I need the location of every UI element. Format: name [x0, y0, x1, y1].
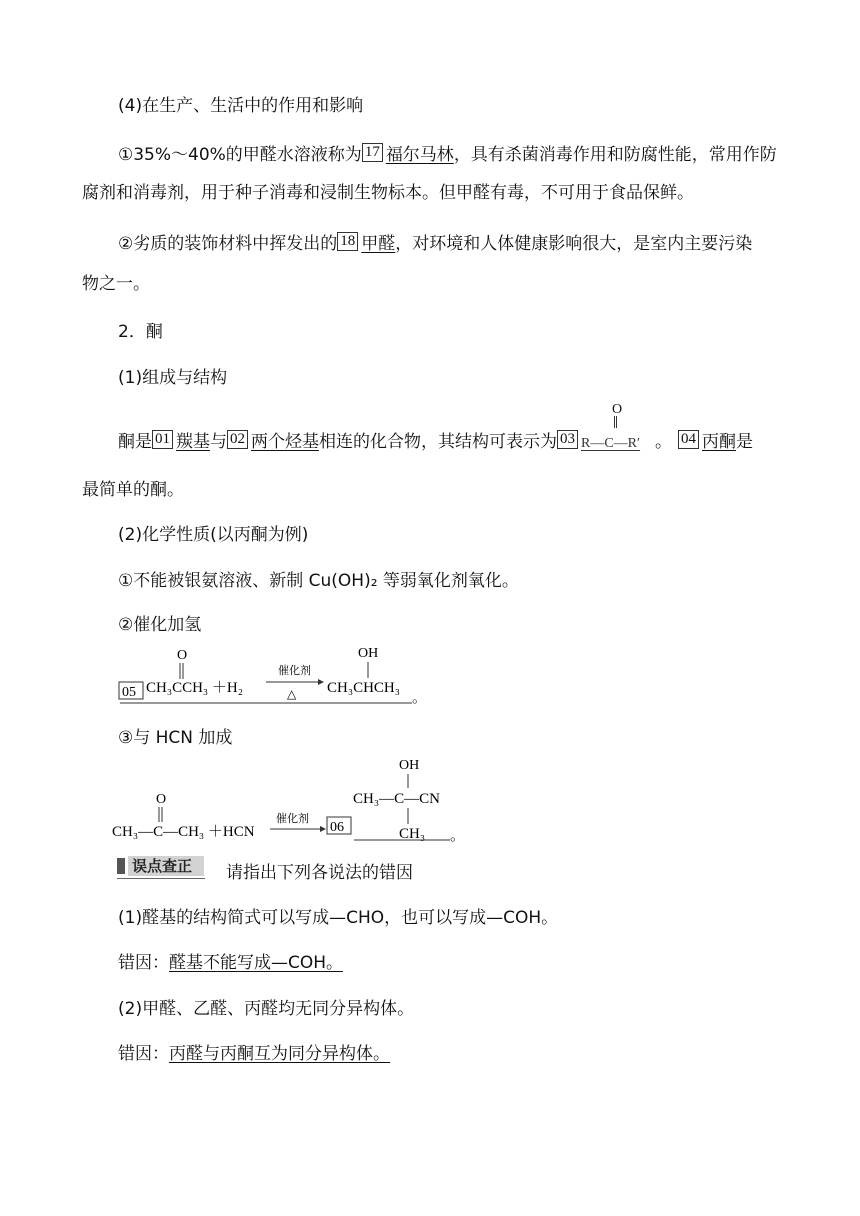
carbonyl-oxygen: O	[177, 648, 188, 663]
error-question-2: (2)甲醛、乙醛、丙醛均无同分异构体。	[118, 999, 415, 1019]
heat-symbol: △	[287, 687, 297, 701]
answer-number-box: 04	[678, 430, 699, 449]
error-answer-2	[118, 1042, 398, 1066]
tag-bar	[117, 858, 125, 874]
equation-hcn-addition	[110, 752, 470, 848]
paragraph-ketone-definition	[118, 402, 753, 456]
answer-blank: 丙酮	[702, 432, 736, 452]
paragraph-hydrogenation: ②催化加氢	[118, 615, 202, 635]
period: 。	[412, 688, 428, 706]
equation-hydrogenation	[118, 642, 428, 710]
paragraph-formaldehyde	[118, 232, 752, 256]
subheading-structure: (1)组成与结构	[118, 368, 228, 388]
product-main-chain: CH₃—C—CN	[353, 791, 440, 807]
reactants: CH₃CCH₃ ＋H₂	[146, 680, 243, 696]
answer-number: 06	[330, 820, 344, 835]
reactants: CH₃—C—CH₃ ＋HCN	[112, 824, 255, 840]
text: 。	[655, 432, 672, 452]
text: ，具有杀菌消毒作用和防腐性能，常用作防	[453, 145, 777, 165]
paragraph-line: 腐剂和消毒剂，用于种子消毒和浸制生物标本。但甲醛有毒，不可用于食品保鲜。	[82, 183, 694, 203]
answer-blank: 醛基不能写成—COH。	[169, 953, 344, 973]
formula-double-bond	[614, 416, 617, 428]
paragraph-line: 物之一。	[82, 274, 150, 294]
error-question-1: (1)醛基的结构简式可以写成—CHO，也可以写成—COH。	[118, 908, 559, 928]
section-heading-4: (4)在生产、生活中的作用和影响	[118, 96, 364, 116]
paragraph-hcn-addition: ③与 HCN 加成	[118, 728, 233, 748]
text: 是	[736, 432, 753, 452]
error-correction-tag	[117, 856, 205, 878]
catalyst-label: 催化剂	[278, 664, 311, 677]
tag-label: 误点查正	[132, 857, 193, 875]
answer-blank: 羰基	[176, 432, 210, 452]
text: 与	[210, 432, 227, 452]
subheading-properties: (2)化学性质(以丙酮为例)	[118, 525, 309, 545]
period: 。	[450, 826, 466, 844]
error-section-intro: 请指出下列各说法的错因	[226, 863, 413, 883]
answer-blank: 福尔马林	[385, 145, 454, 165]
answer-number-box: 02	[227, 430, 248, 449]
answer-blank: 丙醛与丙酮互为同分异构体。	[169, 1044, 390, 1064]
answer-number-box: 01	[152, 430, 173, 449]
text: ①35%～40%的甲醛水溶液称为	[118, 145, 362, 165]
answer-number: 05	[122, 685, 136, 700]
answer-label: 错因：	[118, 953, 169, 973]
product: CH₃CHCH₃	[327, 680, 400, 696]
paragraph-formalin	[118, 143, 777, 167]
answer-number-box: 03	[557, 430, 578, 449]
hydroxyl-group: OH	[358, 646, 379, 661]
answer-blank: 两个烃基	[251, 432, 319, 452]
ketone-formula	[581, 402, 655, 456]
text: ②劣质的装饰材料中挥发出的	[118, 234, 338, 254]
answer-blank: 甲醛	[361, 234, 396, 254]
paragraph-line: 最简单的酮。	[82, 480, 184, 500]
formula-text: R—C—R′	[581, 436, 641, 451]
catalyst-label: 催化剂	[276, 812, 309, 825]
tag-underline	[117, 878, 205, 879]
carbonyl-oxygen: O	[156, 792, 167, 807]
formula-oxygen: O	[612, 402, 623, 417]
error-answer-1	[118, 951, 351, 975]
hydroxyl-group: OH	[399, 758, 420, 773]
answer-number-box: 18	[337, 232, 358, 251]
text: 相连的化合物，其结构可表示为	[319, 432, 557, 452]
paragraph-oxidation: ①不能被银氨溶液、新制 Cu(OH)₂ 等弱氧化剂氧化。	[118, 571, 519, 591]
answer-label: 错因：	[118, 1044, 169, 1064]
answer-number-box: 17	[362, 143, 383, 162]
text: 酮是	[118, 432, 152, 452]
product-methyl: CH₃	[399, 826, 426, 842]
text: ，对环境和人体健康影响很大，是室内主要污染	[395, 234, 753, 254]
section-heading-ketone: 2．酮	[118, 322, 163, 342]
